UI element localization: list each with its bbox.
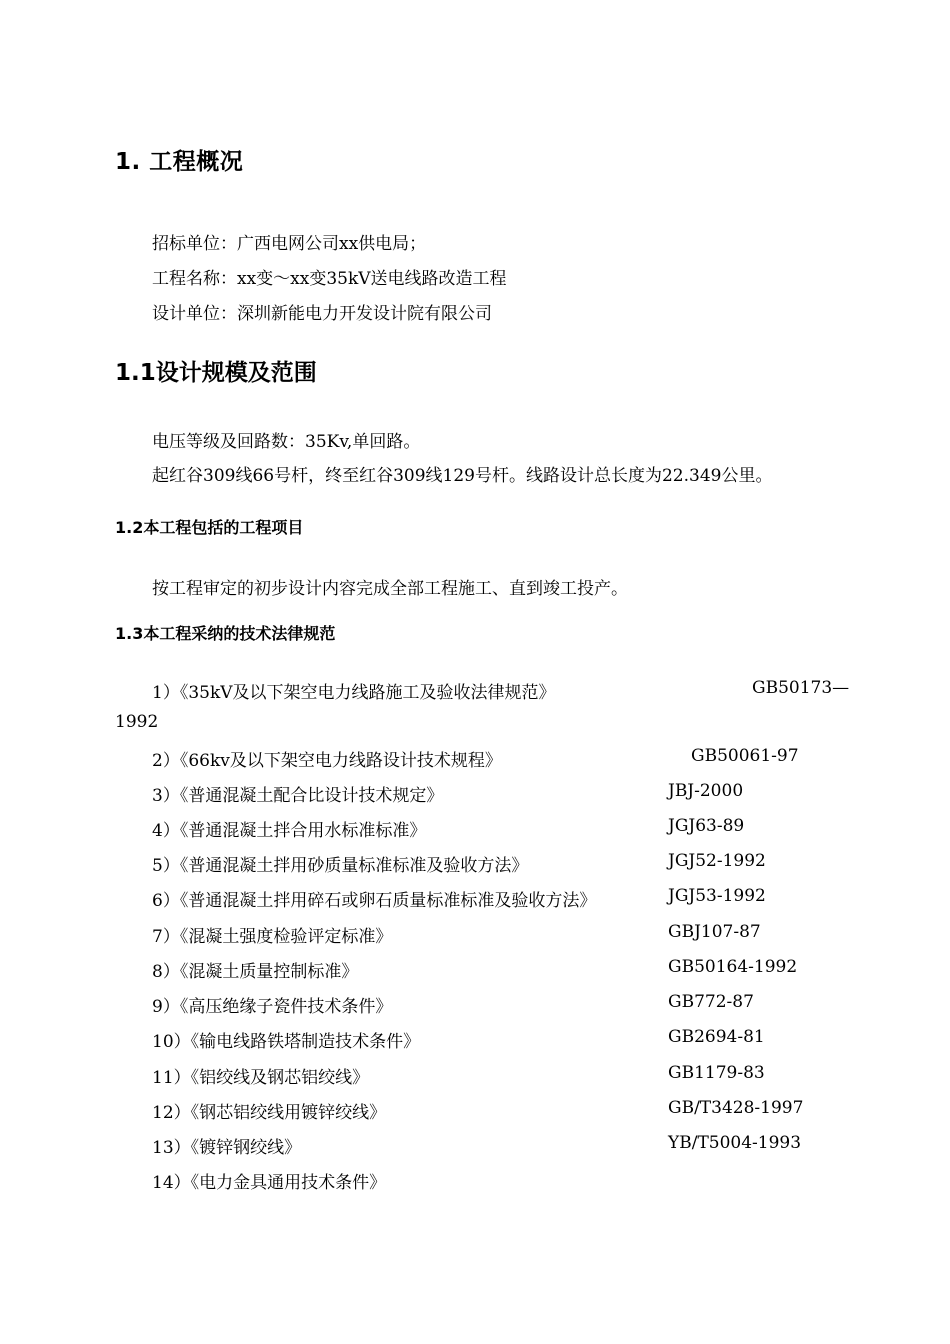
standard-title: 3）《普通混凝土配合比设计技术规定》 [152, 786, 444, 806]
standard-title: 8）《混凝土质量控制标准》 [152, 962, 359, 982]
standard-code: GBJ107-87 [668, 922, 761, 942]
standard-title: 11）《铝绞线及钢芯铝绞线》 [152, 1068, 370, 1088]
standard-title: 12）《钢芯铝绞线用镀锌绞线》 [152, 1103, 387, 1123]
standard-code: GB50173— [752, 678, 850, 698]
standard-code: GB1179-83 [668, 1063, 765, 1083]
standard-code: GB50164-1992 [668, 957, 798, 977]
standard-title: 9）《高压绝缘子瓷件技术条件》 [152, 997, 393, 1017]
standard-code: JGJ52-1992 [668, 851, 766, 871]
standard-code: GB/T3428-1997 [668, 1098, 804, 1118]
section-1-heading: 1. 工程概况 [115, 149, 244, 175]
project-name-line: 工程名称：xx变～xx变35kV送电线路改造工程 [152, 269, 507, 289]
standard-title: 7）《混凝土强度检验评定标准》 [152, 927, 393, 947]
section-1-1-heading: 1.1设计规模及范围 [115, 360, 317, 386]
standard-title: 14）《电力金具通用技术条件》 [152, 1173, 387, 1193]
standard-title: 5）《普通混凝土拌用砂质量标准标准及验收方法》 [152, 856, 529, 876]
standard-code: JGJ63-89 [668, 816, 745, 836]
route-line: 起红谷309线66号杆，终至红谷309线129号杆。线路设计总长度为22.349公里。 [152, 466, 773, 486]
standard-code: JBJ-2000 [668, 781, 744, 801]
standard-code: GB50061-97 [691, 746, 799, 766]
bidder-line: 招标单位：广西电网公司xx供电局； [152, 234, 427, 254]
standard-code-wrap: 1992 [115, 712, 159, 732]
standard-code: JGJ53-1992 [668, 886, 766, 906]
standard-code: GB2694-81 [668, 1027, 765, 1047]
standard-title: 4）《普通混凝土拌合用水标准标准》 [152, 821, 427, 841]
standard-title: 13）《镀锌钢绞线》 [152, 1138, 302, 1158]
voltage-line: 电压等级及回路数：35Kv,单回路。 [152, 432, 421, 452]
section-1-2-heading: 1.2本工程包括的工程项目 [115, 518, 304, 537]
standard-title: 6）《普通混凝土拌用碎石或卵石质量标准标准及验收方法》 [152, 891, 597, 911]
section-1-3-heading: 1.3本工程采纳的技术法律规范 [115, 624, 336, 643]
standard-code: YB/T5004-1993 [668, 1133, 802, 1153]
design-unit-line: 设计单位：深圳新能电力开发设计院有限公司 [152, 304, 492, 324]
standard-title: 2）《66kv及以下架空电力线路设计技术规程》 [152, 751, 502, 771]
standard-title: 10）《输电线路铁塔制造技术条件》 [152, 1032, 421, 1052]
scope-line: 按工程审定的初步设计内容完成全部工程施工、直到竣工投产。 [152, 579, 628, 599]
standard-title: 1）《35kV及以下架空电力线路施工及验收法律规范》 [152, 683, 556, 703]
standard-code: GB772-87 [668, 992, 754, 1012]
